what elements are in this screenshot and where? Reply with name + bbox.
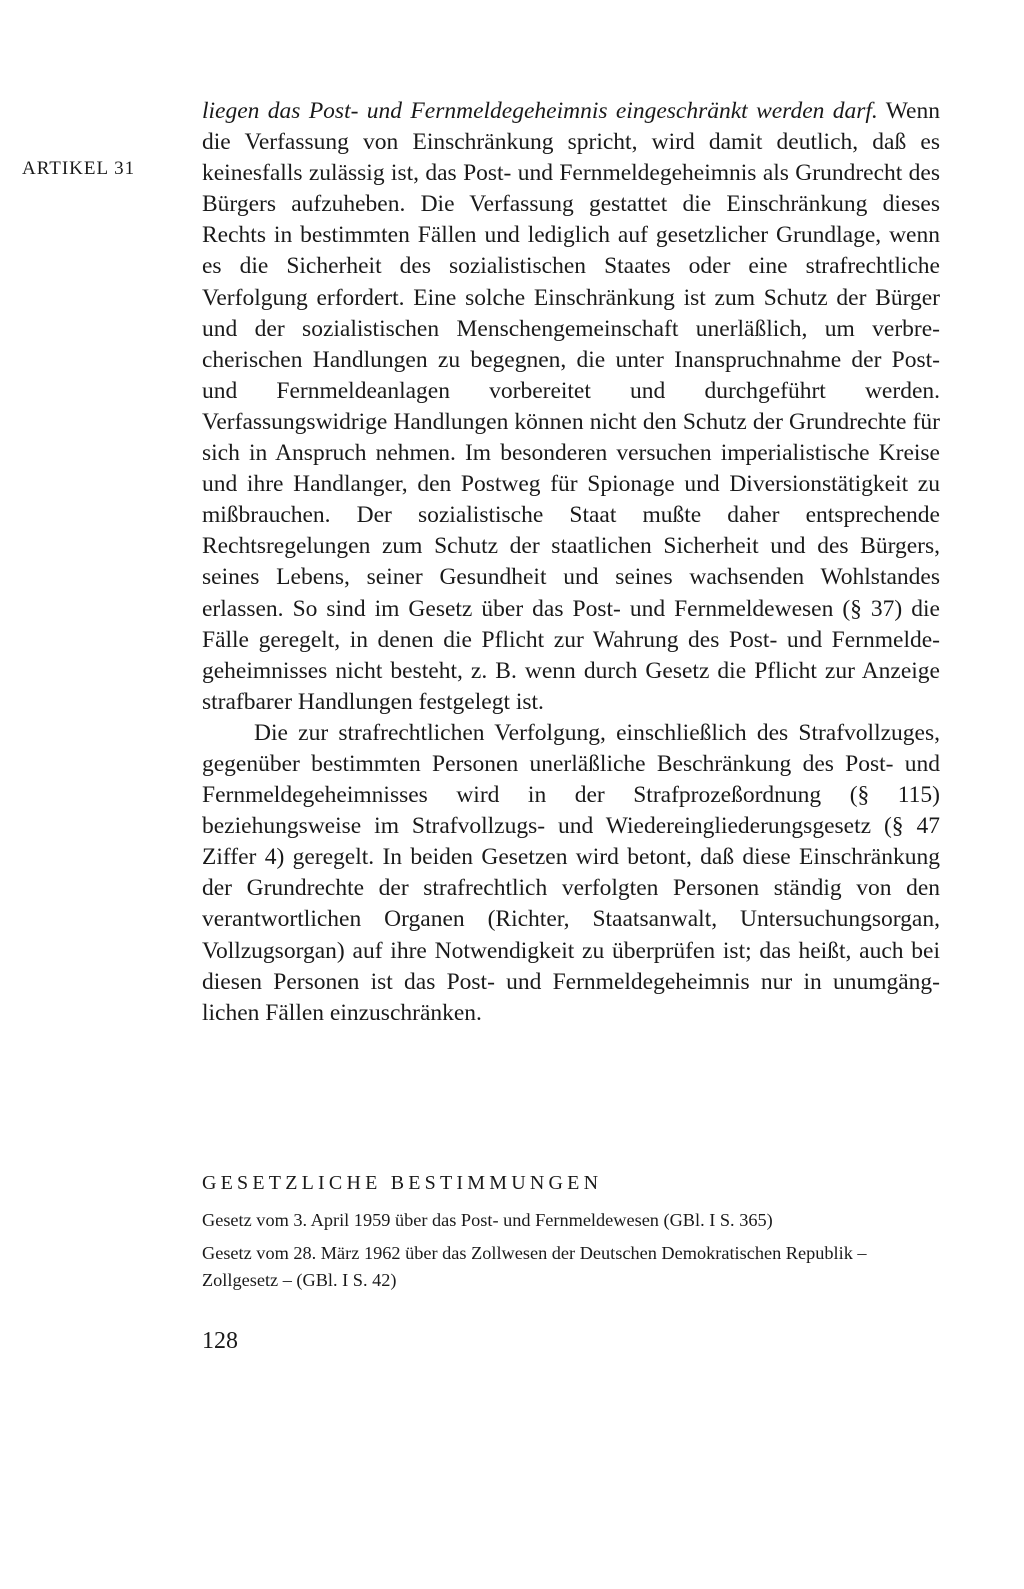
law-list <box>202 1207 942 1295</box>
law-item: Gesetz vom 3. April 1959 über das Post- und Fernmeldewesen (GBl. I S. 365) <box>202 1210 773 1230</box>
italic-lead-in: liegen das Post- und Fernmeldegeheimnis eingeschränkt werden darf. <box>202 98 878 124</box>
body-paragraph-1 <box>202 96 940 718</box>
legal-provisions-section <box>202 1172 942 1300</box>
section-heading: GESETZLICHE BESTIMMUNGEN <box>202 1172 603 1194</box>
paragraph-1-text: Wenn die Verfassung von Einschränkung spricht, wird damit deutlich, daß es keinesfalls zulässig ist, das Post- und Fernmeldegeheimnis als Grundrecht des Bürgers aufzuheben. Die Verfassung gestattet die Einschränkung dieses Rechts in bestimmten Fällen und lediglich auf gesetzlicher Grundlage, wenn es die Sicherheit des sozialistischen Staates oder eine strafrechtliche Verfolgung erfordert. Eine solche Einschränkung ist zum Schutz der Bürger und der sozialistischen Menschengemeinschaft unerläßlich, um verbrecherischen Handlungen zu begegnen, die unter Inanspruchnahme der Post- und Fernmeldeanlagen vorbereitet und durchgeführt werden. Verfassungswidrige Handlungen können nicht den Schutz der Grundrechte für sich in Anspruch nehmen. Im besonderen versuchen imperialistische Kreise und ihre Handlanger, den Postweg für Spionage und Diversionstätigkeit zu mißbrauchen. Der sozialistische Staat mußte daher entsprechende Rechtsregelungen zum Schutz der staatlichen Sicherheit und des Bürgers, seines Lebens, seiner Gesundheit und seines wachsenden Wohlstandes erlassen. So sind im Gesetz über das Post- und Fernmeldewesen (§ 37) die Fälle geregelt, in denen die Pflicht zur Wahrung des Post- und Fernmeldegeheimnisses nicht besteht, z. B. wenn durch Gesetz die Pflicht zur Anzeige strafbarer Handlungen festgelegt ist. <box>202 98 940 715</box>
main-text-column <box>202 96 940 1029</box>
law-item: Gesetz vom 28. März 1962 über das Zollwesen der Deutschen Demokratischen Republik – Zollgesetz – (GBl. I S. 42) <box>202 1242 867 1290</box>
article-margin-label: ARTIKEL 31 <box>22 158 136 179</box>
page-number: 128 <box>202 1328 238 1354</box>
body-paragraph-2: Die zur strafrechtlichen Verfolgung, einschließlich des Strafvollzuges, gegenüber bestimmten Personen unerläßliche Beschränkung des Post- und Fernmeldegeheimnisses wird in der Strafprozeßordnung (§ 115) beziehungsweise im Strafvollzugs- und Wiedereingliederungsgesetz (§ 47 Ziffer 4) geregelt. In beiden Gesetzen wird betont, daß diese Einschränkung der Grundrechte der strafrechtlich verfolgten Personen ständig von den verantwortlichen Organen (Richter, Staatsanwalt, Untersuchungsorgan, Vollzugsorgan) auf ihre Notwendigkeit zu überprüfen ist; das heißt, auch bei diesen Personen ist das Post- und Fernmeldegeheimnis nur in unumgänglichen Fällen einzuschränken. <box>202 719 940 1026</box>
